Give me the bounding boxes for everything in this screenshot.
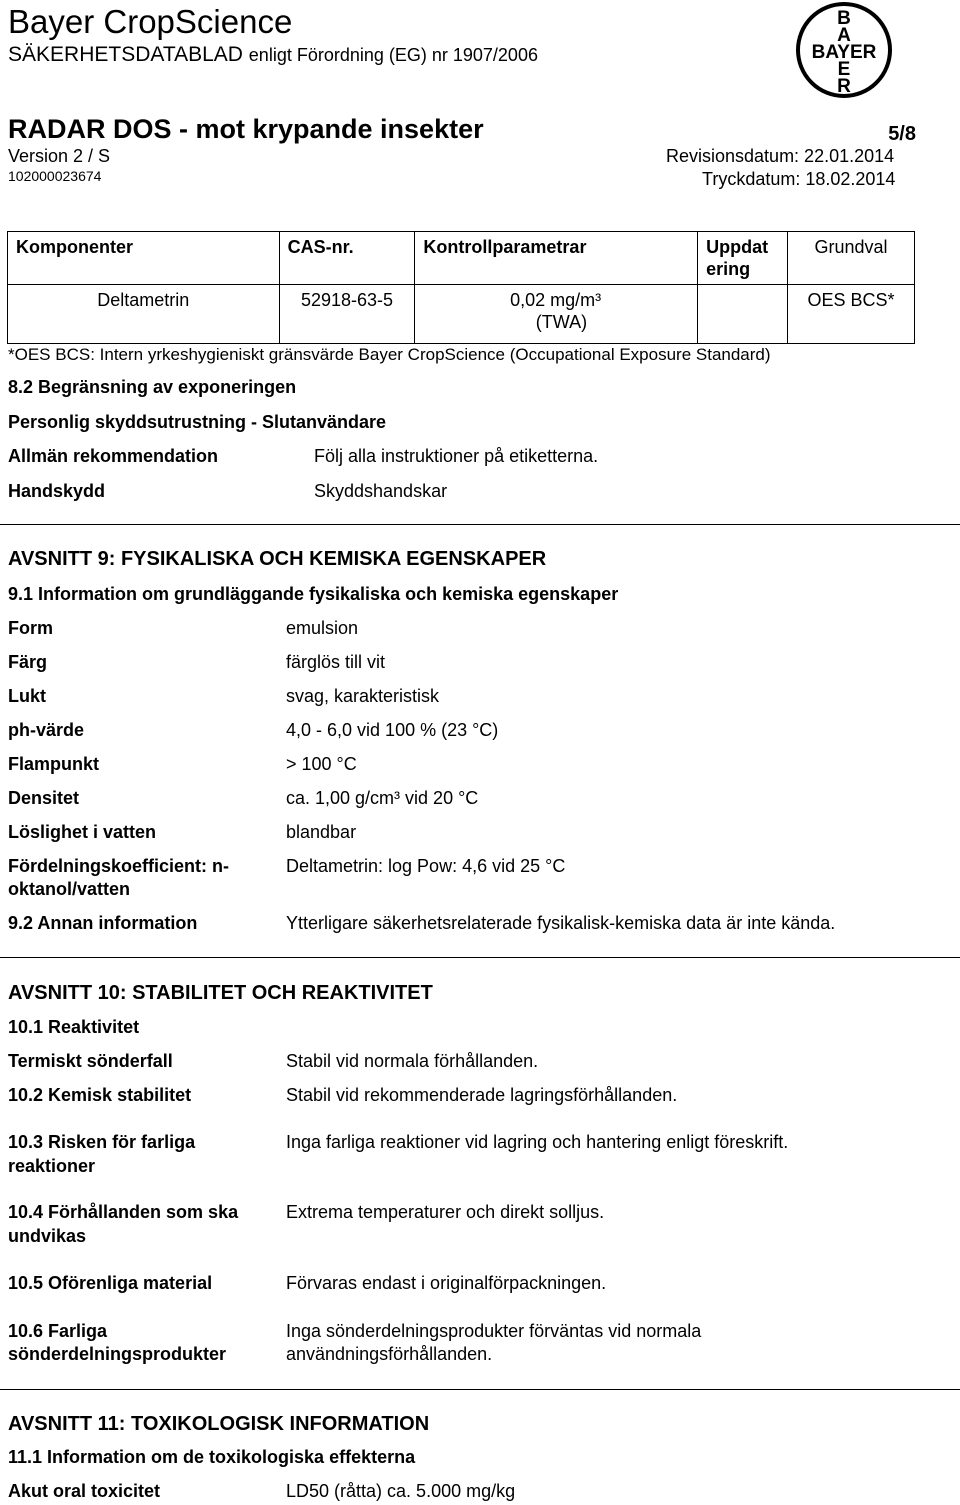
section-divider (0, 1389, 960, 1390)
column-header-basis: Grundval (788, 232, 915, 285)
property-value: Stabil vid rekommenderade lagringsförhållanden. (286, 1085, 678, 1105)
property-label: 10.4 Förhållanden som ska (8, 1202, 239, 1222)
page-number: 5/8 (888, 123, 916, 145)
property-label: Färg (8, 652, 48, 672)
property-label: ph-värde (8, 720, 85, 740)
logo-letter-e: E (837, 59, 851, 80)
section-heading-9: AVSNITT 9: FYSIKALISKA OCH KEMISKA EGENSKAPER (8, 548, 547, 570)
property-label: 10.3 Risken för farliga (8, 1132, 196, 1152)
column-header-components: Komponenter (8, 232, 280, 285)
property-label: Lukt (8, 686, 46, 706)
property-value: Förvaras endast i originalförpackningen. (286, 1273, 607, 1293)
column-header-update: Uppdat ering (698, 232, 788, 285)
logo-letter-r: R (837, 76, 851, 97)
cell-component: Deltametrin (8, 285, 280, 344)
property-value: Deltametrin: log Pow: 4,6 vid 25 °C (286, 856, 566, 876)
cell-basis: OES BCS* (788, 285, 915, 344)
bayer-logo (794, 0, 894, 100)
subsection-heading-8-2: 8.2 Begränsning av exponeringen (8, 377, 297, 397)
property-label: Flampunkt (8, 754, 100, 774)
property-label: Form (8, 618, 53, 638)
property-label: Löslighet i vatten (8, 822, 157, 842)
property-value: Extrema temperaturer och direkt solljus. (286, 1202, 605, 1222)
property-value: ca. 1,00 g/cm³ vid 20 °C (286, 788, 479, 808)
property-value: Stabil vid normala förhållanden. (286, 1051, 539, 1071)
document-type (8, 42, 538, 68)
logo-letter-b: B (837, 8, 851, 29)
version-label: Version 2 / S (8, 146, 111, 166)
property-label: 10.6 Farliga (8, 1321, 108, 1341)
exposure-limits-table (7, 231, 915, 344)
document-type-regulation: enligt Förordning (EG) nr 1907/2006 (248, 45, 538, 65)
property-label: 10.2 Kemisk stabilitet (8, 1085, 192, 1105)
property-label: 10.5 Oförenliga material (8, 1273, 213, 1293)
column-header-control-parameters: Kontrollparametrar (415, 232, 698, 285)
section-heading-11: AVSNITT 11: TOXIKOLOGISK INFORMATION (8, 1413, 430, 1435)
property-label: Akut oral toxicitet (8, 1481, 161, 1501)
table-row (8, 285, 915, 344)
property-value: emulsion (286, 618, 359, 638)
property-value: blandbar (286, 822, 357, 842)
property-value: Följ alla instruktioner på etiketterna. (314, 446, 599, 466)
cell-control-parameters (415, 285, 698, 344)
revision-date: Revisionsdatum: 22.01.2014 (666, 146, 895, 166)
property-value: Inga sönderdelningsprodukter förväntas vid normala (286, 1321, 702, 1341)
property-value: LD50 (råtta) ca. 5.000 mg/kg (286, 1481, 516, 1501)
subsection-heading-9-1: 9.1 Information om grundläggande fysikaliska och kemiska egenskaper (8, 584, 619, 604)
property-label-continued: sönderdelningsprodukter (8, 1344, 227, 1364)
property-label: Fördelningskoefficient: n- (8, 856, 230, 876)
property-value: > 100 °C (286, 754, 357, 774)
print-date: Tryckdatum: 18.02.2014 (702, 169, 896, 189)
document-number: 102000023674 (8, 168, 102, 184)
logo-letter-a: A (837, 25, 851, 46)
property-label: Handskydd (8, 481, 106, 501)
property-label: Allmän rekommendation (8, 446, 219, 466)
company-name: Bayer CropScience (8, 3, 293, 40)
cell-update (698, 285, 788, 344)
cell-param-type: (TWA) (535, 312, 588, 332)
section-divider (0, 957, 960, 958)
subsection-heading-9-2: 9.2 Annan information (8, 913, 198, 933)
ppe-heading: Personlig skyddsutrustning - Slutanvändare (8, 412, 387, 432)
column-header-cas: CAS-nr. (279, 232, 415, 285)
property-label: Densitet (8, 788, 80, 808)
table-header-row (8, 232, 915, 285)
table-footnote: *OES BCS: Intern yrkeshygieniskt gränsvärde Bayer CropScience (Occupational Exposure Standard) (8, 345, 771, 364)
property-value: Inga farliga reaktioner vid lagring och hantering enligt föreskrift. (286, 1132, 789, 1152)
section-heading-10: AVSNITT 10: STABILITET OCH REAKTIVITET (8, 982, 433, 1004)
property-value: 4,0 - 6,0 vid 100 % (23 °C) (286, 720, 499, 740)
subsection-heading-10-1: 10.1 Reaktivitet (8, 1017, 140, 1037)
property-label-continued: oktanol/vatten (8, 879, 131, 899)
property-label-continued: reaktioner (8, 1156, 96, 1176)
cell-param-value: 0,02 mg/m³ (510, 290, 602, 310)
property-value: svag, karakteristisk (286, 686, 440, 706)
property-value: Ytterligare säkerhetsrelaterade fysikalisk-kemiska data är inte kända. (286, 913, 836, 933)
property-value: färglös till vit (286, 652, 386, 672)
subsection-heading-11-1: 11.1 Information om de toxikologiska effekterna (8, 1447, 416, 1467)
cell-cas: 52918-63-5 (279, 285, 415, 344)
property-value: Skyddshandskar (314, 481, 448, 501)
document-type-main: SÄKERHETSDATABLAD (8, 43, 243, 66)
property-label: Termiskt sönderfall (8, 1051, 173, 1071)
property-label-continued: undvikas (8, 1226, 87, 1246)
logo-word-bayer: BAYER (811, 42, 877, 63)
section-divider (0, 524, 960, 525)
product-title: RADAR DOS - mot krypande insekter (8, 114, 484, 144)
property-value-continued: användningsförhållanden. (286, 1344, 493, 1364)
